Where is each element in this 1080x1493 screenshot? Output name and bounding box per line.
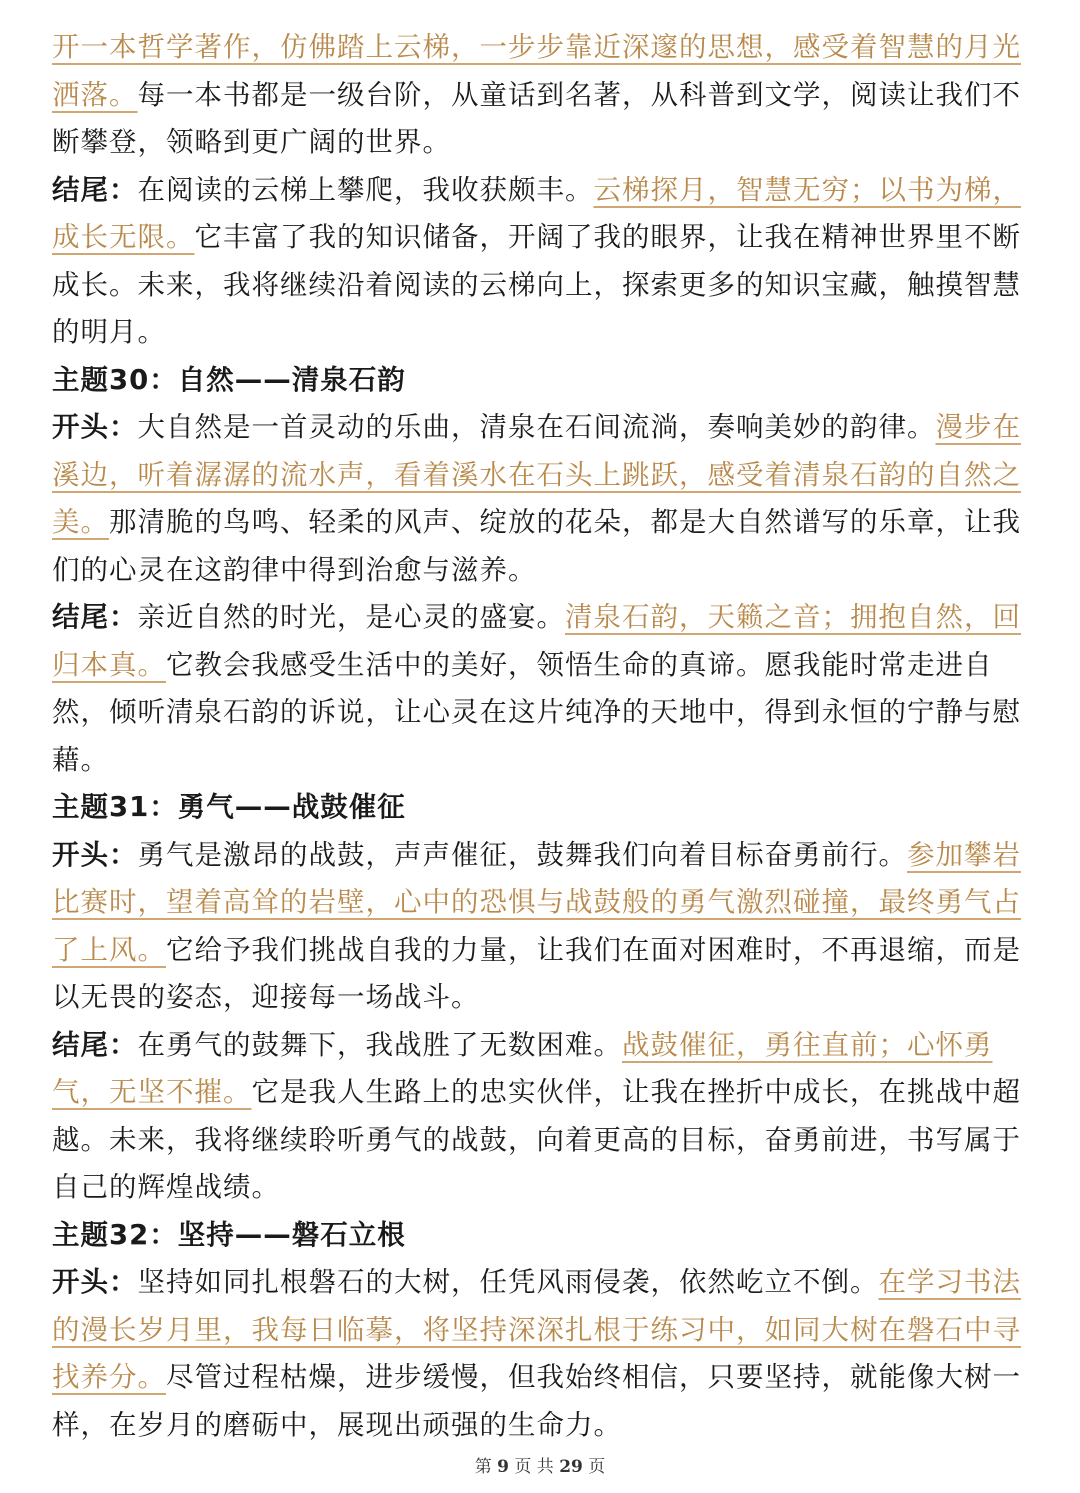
ending-paragraph — [52, 167, 1032, 357]
body-text: 它丰富了我的知识储备，开阔了我的眼界，让我在精神世界里不断成长。未来，我将继续沿着阅读的云梯向上，探索更多的知识宝藏，触摸智慧的明月。 — [52, 221, 1021, 348]
body-text: 尽管过程枯燥，进步缓慢，但我始终相信，只要坚持，就能像大树一样，在岁月的磨砺中，展现出顽强的生命力。 — [52, 1361, 1021, 1441]
opening-paragraph — [52, 404, 1032, 594]
ending-paragraph — [52, 1022, 1032, 1212]
opening-label: 开头： — [52, 838, 138, 871]
ending-label: 结尾： — [52, 1028, 138, 1061]
highlight-sentence: 战鼓催征，勇往直前；心怀勇气，无坚不摧。 — [52, 1028, 993, 1108]
opening-label: 开头： — [52, 1266, 138, 1298]
current-page-number: 9 — [497, 1457, 509, 1477]
body-text: 它教会我感受生活中的美好，领悟生命的真谛。愿我能时常走进自然，倾听清泉石韵的诉说，让心灵在这片纯净的天地中，得到永恒的宁静与慰藉。 — [52, 648, 1021, 776]
theme-title: 主题32：坚持——磐石立根 — [52, 1218, 406, 1251]
footer-middle: 页 共 — [514, 1457, 554, 1477]
body-text: 那清脆的鸟鸣、轻柔的风声、绽放的花朵，都是大自然谱写的乐章，让我们的心灵在这韵律中得到治愈与滋养。 — [52, 506, 1021, 586]
total-pages: 29 — [559, 1457, 583, 1477]
opening-paragraph — [52, 1259, 1032, 1449]
body-text: 在阅读的云梯上攀爬，我收获颇丰。 — [137, 173, 594, 206]
highlight-sentence: 清泉石韵，天籁之音；拥抱自然，回归本真。 — [52, 601, 1021, 681]
opening-paragraph — [52, 832, 1032, 1022]
body-text: 在勇气的鼓舞下，我战胜了无数困难。 — [137, 1028, 622, 1061]
highlight-sentence: 云梯探月，智慧无穷；以书为梯，成长无限。 — [52, 173, 1021, 253]
body-text: 它给予我们挑战自我的力量，让我们在面对困难时，不再退缩，而是以无畏的姿态，迎接每一场战斗。 — [52, 933, 1021, 1013]
highlight-sentence: 在学习书法的漫长岁月里，我每日临摹，将坚持深深扎根于练习中，如同大树在磐石中寻找养分。 — [52, 1266, 1021, 1393]
ending-paragraph — [52, 594, 1032, 784]
ending-label: 结尾： — [52, 601, 138, 633]
highlight-sentence: 开一本哲学著作，仿佛踏上云梯，一步步靠近深邃的思想，感受着智慧的月光洒落。 — [52, 31, 1021, 111]
highlight-sentence: 参加攀岩比赛时，望着高耸的岩壁，心中的恐惧与战鼓般的勇气激烈碰撞，最终勇气占了上风。 — [52, 838, 1021, 966]
body-text: 亲近自然的时光，是心灵的盛宴。 — [137, 601, 565, 633]
ending-label: 结尾： — [52, 173, 138, 206]
intro-paragraph — [52, 24, 1032, 167]
body-text: 它是我人生路上的忠实伙伴，让我在挫折中成长，在挑战中超越。未来，我将继续聆听勇气的战鼓，向着更高的目标，奋勇前进，书写属于自己的辉煌战绩。 — [52, 1076, 1021, 1203]
document-body — [52, 24, 1032, 1449]
body-text: 每一本书都是一级台阶，从童话到名著，从科普到文学，阅读让我们不断攀登，领略到更广阔的世界。 — [52, 78, 1021, 158]
body-text: 坚持如同扎根磐石的大树，任凭风雨侵袭，依然屹立不倒。 — [137, 1266, 879, 1298]
theme-title: 主题30：自然——清泉石韵 — [52, 363, 406, 396]
footer-prefix: 第 — [474, 1457, 492, 1477]
body-text: 勇气是激昂的战鼓，声声催征，鼓舞我们向着目标奋勇前行。 — [137, 838, 907, 871]
theme-title: 主题31：勇气——战鼓催征 — [52, 791, 406, 823]
highlight-sentence: 漫步在溪边，听着潺潺的流水声，看着溪水在石头上跳跃，感受着清泉石韵的自然之美。 — [52, 411, 1021, 538]
opening-label: 开头： — [52, 411, 138, 443]
body-text: 大自然是一首灵动的乐曲，清泉在石间流淌，奏响美妙的韵律。 — [137, 411, 936, 443]
page-footer — [0, 1452, 1080, 1477]
footer-suffix: 页 — [588, 1457, 606, 1477]
